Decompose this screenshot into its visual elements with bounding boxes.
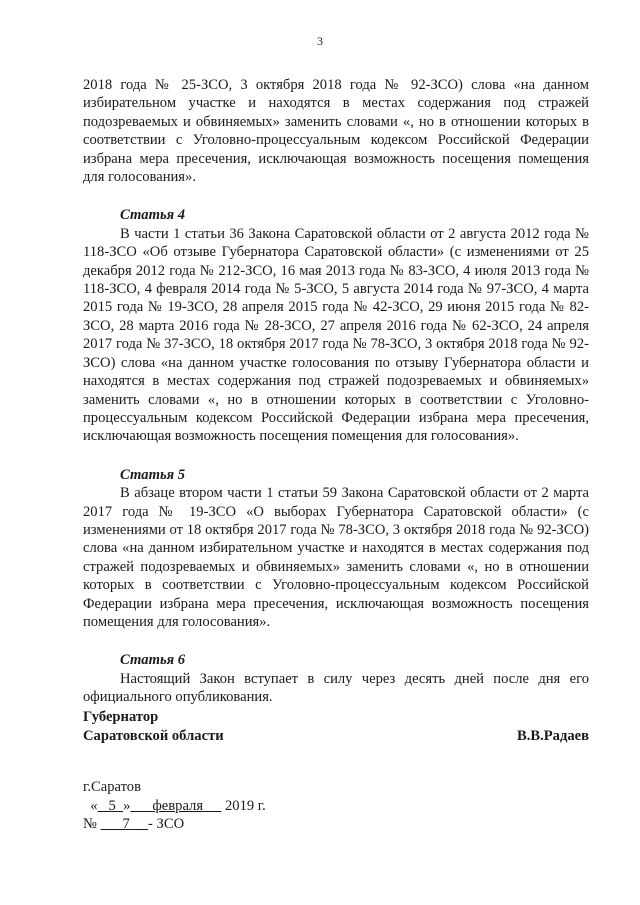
number-line [83,815,266,834]
signatory-position-line1: Губернатор [83,709,159,725]
article-4-text: В части 1 статьи 36 Закона Саратовской области от 2 августа 2012 года № 118-ЗСО «Об отзыве Губернатора Саратовской области» (с изменениями от 25 декабря 2012 года № 212-ЗСО, 16 мая 2013 года № 83-ЗСО, 4 июля 2013 года № 118-ЗСО, 4 февраля 2014 года № 5-ЗСО, 5 августа 2014 года № 97-ЗСО, 4 марта 2015 года № 19-ЗСО, 28 апреля 2015 года № 42-ЗСО, 29 июня 2015 года № 82-ЗСО, 28 марта 2016 года № 28-ЗСО, 27 апреля 2016 года № 62-ЗСО, 24 апреля 2017 года № 37-ЗСО, 18 октября 2017 года № 78-ЗСО, 3 октября 2018 года № 92-ЗСО) слова «на данном участке голосования по отзыву Губернатора области и находятся в местах содержания под стражей подозреваемых и обвиняемых» заменить словами «, но в отношении которых в соответствии с Уголовно-процессуальным кодексом Российской Федерации избрана мера пресечения, исключающая возможность посещения помещения для голосования». [83,225,589,445]
date-month: февраля [152,797,204,814]
city-line: г.Саратов [83,779,141,795]
article-6-text: Настоящий Закон вступает в силу через десять дней после дня его официального опубликования. [83,670,589,706]
article-5 [83,466,589,632]
article-4 [83,206,589,445]
article-5-title: Статья 5 [120,466,186,483]
article-6 [83,651,589,706]
date-day: 5 [108,797,116,814]
date-year: 2019 г. [224,797,266,814]
page-number: 3 [317,34,323,48]
date-close-quote: » [123,797,131,814]
intro-paragraph: 2018 года № 25-ЗСО, 3 октября 2018 года № 92-ЗСО) слова «на данном избирательном участке и находятся в местах содержания под стражей подозреваемых и обвиняемых» заменить словами «, но в отношении которых в соответствии с Уголовно-процессуальным кодексом Российской Федерации избрана мера пресечения, исключающая возможность посещения помещения для голосования». [83,77,589,186]
date-line [83,797,266,816]
article-5-text: В абзаце втором части 1 статьи 59 Закона Саратовской области от 2 марта 2017 года № 19-ЗСО «О выборах Губернатора Саратовской области» (с изменениями от 18 октября 2017 года № 78-ЗСО, 3 октября 2018 года № 92-ЗСО) слова «на данном избирательном участке и находятся в местах содержания под стражей подозреваемых и обвиняемых» заменить словами «, но в отношении которых в соответствии с Уголовно-процессуальным кодексом Российской Федерации избрана мера пресечения, исключающая возможность посещения помещения для голосования». [83,485,589,630]
number-suffix: - ЗСО [148,816,185,832]
date-open-quote: « [90,797,98,814]
article-6-title: Статья 6 [120,652,186,669]
document-footer [83,778,266,834]
article-4-title: Статья 4 [120,207,186,224]
number-label: № [83,816,97,832]
document-body [83,76,589,707]
signatory-name: В.В.Радаев [516,727,589,744]
law-number: 7 [122,816,130,832]
signatory-position-line2: Саратовской области [83,727,224,744]
signature-block [83,708,589,745]
